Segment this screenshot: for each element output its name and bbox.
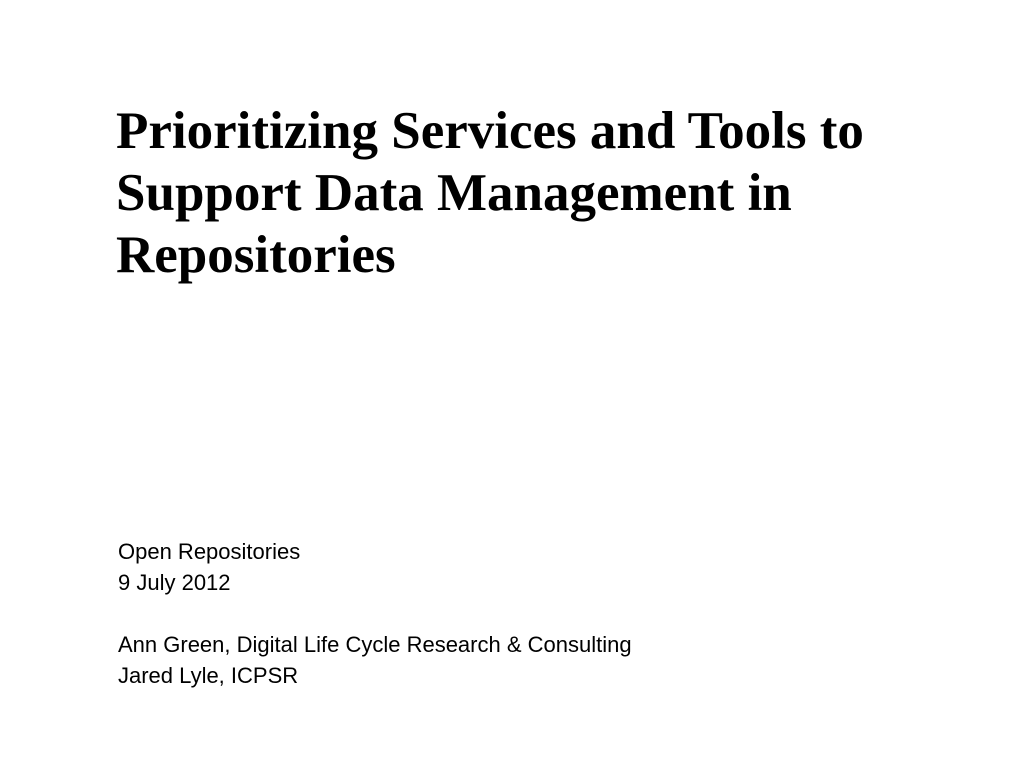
- title-line-3: Repositories: [116, 226, 396, 284]
- title-line-2: Support Data Management in: [116, 164, 792, 222]
- slide-title: [116, 100, 976, 286]
- presentation-details: [118, 536, 632, 691]
- event-name: Open Repositories: [118, 539, 301, 564]
- event-date: 9 July 2012: [118, 570, 231, 595]
- author-2: Jared Lyle, ICPSR: [118, 663, 299, 688]
- author-1: Ann Green, Digital Life Cycle Research & Consulting: [118, 632, 632, 657]
- spacer: [118, 598, 632, 629]
- title-line-1: Prioritizing Services and Tools to: [116, 102, 864, 160]
